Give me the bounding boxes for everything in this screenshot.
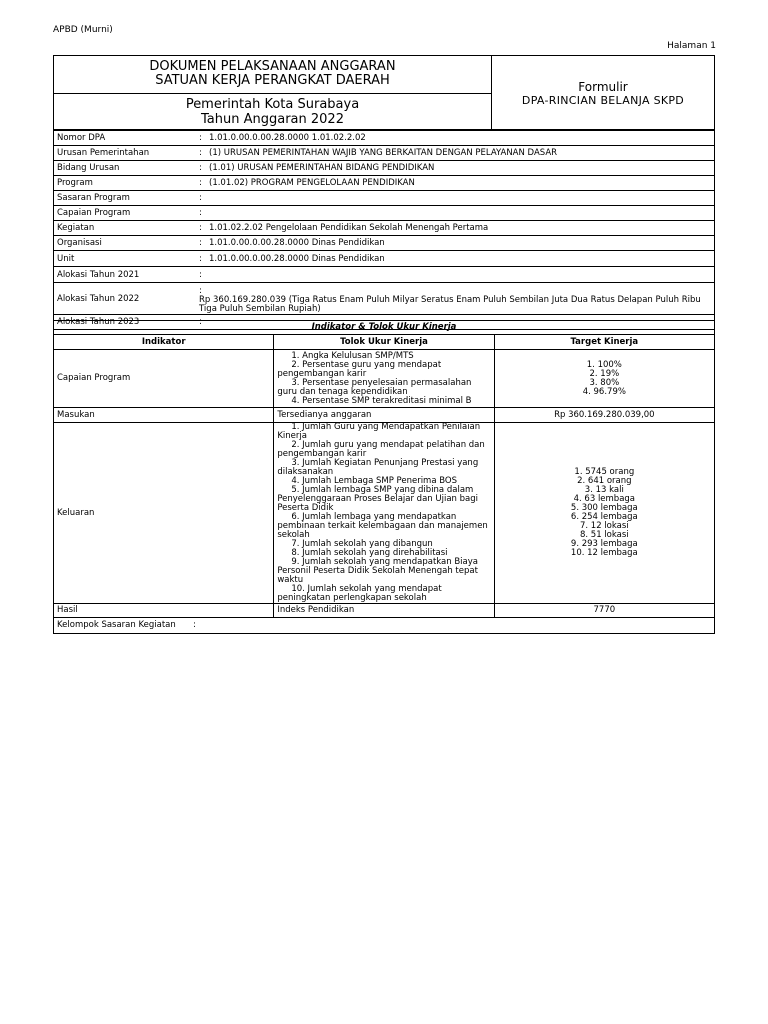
hasil-tolok: Indeks Pendidikan: [274, 604, 494, 618]
info-row: [54, 131, 715, 146]
info-value-cell: [196, 131, 715, 146]
list-item: 10. 12 lembaga: [570, 548, 638, 558]
list-item: 7. Jumlah sekolah yang dibangun: [291, 539, 433, 549]
info-colon: :: [199, 253, 202, 264]
kinerja-table: [53, 320, 715, 634]
info-label: Nomor DPA: [54, 131, 197, 146]
list-item: 9. 293 lembaga: [570, 539, 638, 549]
government-name: Pemerintah Kota Surabaya: [185, 97, 360, 112]
list-item: 1. 100%: [586, 359, 622, 370]
masukan-tolok: Tersedianya anggaran: [274, 408, 494, 423]
document-header: [53, 55, 715, 130]
list-item: 3. Jumlah Kegiatan Penunjang Prestasi yang dilaksanakan: [277, 458, 479, 477]
info-label: Sasaran Program: [54, 191, 197, 206]
capaian-label: Capaian Program: [54, 350, 274, 408]
info-value: 1.01.0.00.0.00.28.0000 Dinas Pendidikan: [209, 253, 385, 264]
col-indikator: Indikator: [54, 335, 274, 350]
info-value-cell: [196, 176, 715, 191]
list-item: 2. Persentase guru yang mendapat pengembangan karir: [277, 359, 442, 379]
info-row: [54, 221, 715, 236]
info-label: Organisasi: [54, 236, 197, 251]
info-label: Bidang Urusan: [54, 161, 197, 176]
info-table: [53, 130, 715, 330]
info-colon: :: [199, 317, 202, 327]
info-value: (1.01) URUSAN PEMERINTAHAN BIDANG PENDIDIKAN: [209, 163, 435, 173]
info-label: Kegiatan: [54, 221, 197, 236]
info-value-cell: [196, 206, 715, 221]
page-number: Halaman 1: [667, 41, 716, 51]
keluaran-target: [494, 423, 714, 604]
info-value-cell: [196, 221, 715, 236]
info-row: [54, 251, 715, 267]
list-item: 4. Jumlah Lembaga SMP Penerima BOS: [291, 476, 458, 486]
info-value: 1.01.0.00.0.00.28.0000 Dinas Pendidikan: [209, 238, 385, 248]
info-label: Program: [54, 176, 197, 191]
info-colon: :: [199, 286, 202, 296]
list-item: 6. 254 lembaga: [570, 512, 638, 522]
list-item: 2. 641 orang: [577, 476, 632, 486]
list-item: 5. Jumlah lembaga SMP yang dibina dalam Penyelenggaraan Proses Belajar dan Ujian bagi Peserta Didik: [277, 485, 478, 513]
info-value: 1.01.0.00.0.00.28.0000 1.01.02.2.02: [209, 133, 366, 143]
info-colon: :: [199, 269, 202, 280]
list-item: 4. 96.79%: [582, 386, 626, 397]
info-colon: :: [199, 133, 202, 143]
info-value-cell: [196, 283, 715, 315]
kinerja-title: Indikator & Tolok Ukur Kinerja: [54, 321, 715, 335]
list-item: 8. Jumlah sekolah yang direhabilitasi: [291, 548, 448, 558]
masukan-target: Rp 360.169.280.039,00: [494, 408, 714, 423]
keluaran-label: Keluaran: [54, 423, 274, 604]
info-row: [54, 283, 715, 315]
info-value-cell: [196, 251, 715, 267]
list-item: 1. Angka Kelulusan SMP/MTS: [291, 350, 414, 361]
apbd-label: APBD (Murni): [53, 25, 113, 35]
list-item: 2. Jumlah guru yang mendapat pelatihan dan pengembangan karir: [277, 440, 485, 459]
list-item: 3. Persentase penyelesaian permasalahan guru dan tenaga kependidikan: [277, 377, 472, 397]
list-item: 3. 80%: [589, 377, 620, 388]
capaian-target: [494, 350, 714, 408]
info-row: [54, 267, 715, 283]
info-value: Rp 360.169.280.039 (Tiga Ratus Enam Puluh Milyar Seratus Enam Puluh Sembilan Juta Dua Ratus Delapan Puluh Ribu Tiga Puluh Sembilan Rupiah): [199, 295, 701, 314]
col-target: Target Kinerja: [494, 335, 714, 350]
hasil-target: 7770: [494, 604, 714, 618]
info-row: [54, 236, 715, 251]
list-item: 4. Persentase SMP terakreditasi minimal B: [291, 395, 472, 406]
list-item: 1. 5745 orang: [574, 467, 635, 477]
info-colon: :: [199, 223, 202, 233]
info-colon: :: [199, 193, 202, 203]
form-name: DPA-RINCIAN BELANJA SKPD: [521, 94, 685, 107]
info-row: [54, 161, 715, 176]
info-value-cell: [196, 236, 715, 251]
list-item: 10. Jumlah sekolah yang mendapat peningkatan perlengkapan sekolah: [277, 584, 442, 603]
info-label: Urusan Pemerintahan: [54, 146, 197, 161]
info-value-cell: [196, 161, 715, 176]
hasil-label: Hasil: [54, 604, 274, 618]
info-value: (1) URUSAN PEMERINTAHAN WAJIB YANG BERKAITAN DENGAN PELAYANAN DASAR: [209, 148, 558, 158]
list-item: 7. 12 lokasi: [579, 521, 629, 531]
info-label: Unit: [54, 251, 197, 267]
kelompok-colon: :: [193, 620, 196, 630]
info-colon: :: [199, 238, 202, 248]
doc-title-line-1: DOKUMEN PELAKSANAAN ANGGARAN: [149, 59, 396, 74]
info-colon: :: [199, 208, 202, 218]
list-item: 1. Jumlah Guru yang Mendapatkan Penilaian Kinerja: [277, 422, 481, 441]
info-colon: :: [199, 178, 202, 188]
info-colon: :: [199, 163, 202, 173]
fiscal-year: Tahun Anggaran 2022: [201, 112, 344, 127]
keluaran-tolok: [274, 423, 494, 604]
info-row: [54, 206, 715, 221]
masukan-label: Masukan: [54, 408, 274, 423]
info-colon: :: [199, 148, 202, 158]
list-item: 8. 51 lokasi: [579, 530, 629, 540]
info-value-cell: [196, 146, 715, 161]
list-item: 3. 13 kali: [584, 485, 624, 495]
doc-title-line-2: SATUAN KERJA PERANGKAT DAERAH: [155, 73, 390, 88]
info-label: Alokasi Tahun 2021: [54, 267, 197, 283]
info-value: 1.01.02.2.02 Pengelolaan Pendidikan Sekolah Menengah Pertama: [209, 223, 489, 233]
list-item: 2. 19%: [589, 368, 620, 379]
info-value-cell: [196, 191, 715, 206]
kelompok-label: Kelompok Sasaran Kegiatan: [57, 620, 176, 630]
info-row: [54, 191, 715, 206]
list-item: 5. 300 lembaga: [570, 503, 638, 513]
info-label: Alokasi Tahun 2023: [54, 315, 197, 330]
list-item: 6. Jumlah lembaga yang mendapatkan pembinaan terkait kelembagaan dan manajemen sekolah: [277, 512, 488, 540]
info-row: [54, 176, 715, 191]
info-row: [54, 146, 715, 161]
capaian-tolok: [274, 350, 494, 408]
formulir-label: Formulir: [578, 80, 628, 94]
info-value-cell: [196, 267, 715, 283]
kelompok-sasaran: [54, 618, 715, 634]
info-label: Capaian Program: [54, 206, 197, 221]
col-tolok: Tolok Ukur Kinerja: [274, 335, 494, 350]
info-value: (1.01.02) PROGRAM PENGELOLAAN PENDIDIKAN: [209, 178, 415, 188]
info-label: Alokasi Tahun 2022: [54, 283, 197, 315]
list-item: 9. Jumlah sekolah yang mendapatkan Biaya Personil Peserta Didik Sekolah Menengah tepat waktu: [277, 557, 478, 585]
list-item: 4. 63 lembaga: [573, 494, 636, 504]
